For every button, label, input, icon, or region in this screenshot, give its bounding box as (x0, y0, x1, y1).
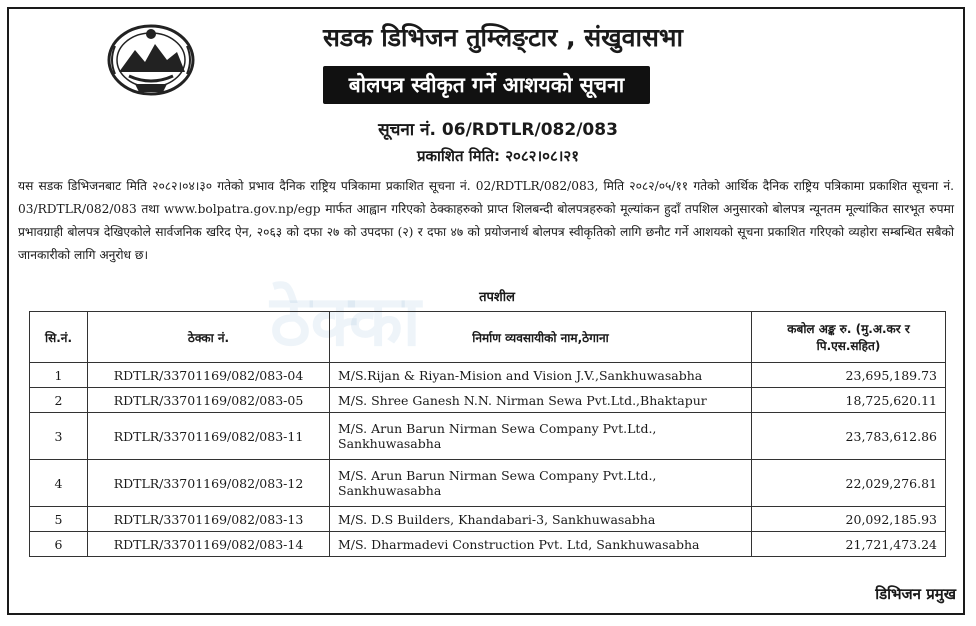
row-contractor: M/S. Shree Ganesh N.N. Nirman Sewa Pvt.Ltd.,Bhaktapur (330, 388, 752, 413)
row-contract-no: RDTLR/33701169/082/083-14 (88, 532, 330, 557)
row-amount: 22,029,276.81 (752, 460, 946, 507)
row-contractor: M/S.Rijan & Riyan-Mision and Vision J.V.,Sankhuwasabha (330, 363, 752, 388)
row-contractor: M/S. Arun Barun Nirman Sewa Company Pvt.Ltd., Sankhuwasabha (330, 460, 752, 507)
row-contractor: M/S. Arun Barun Nirman Sewa Company Pvt.Ltd., Sankhuwasabha (330, 413, 752, 460)
row-sn: 6 (30, 532, 88, 557)
table-row (30, 507, 946, 532)
header-contractor: निर्माण व्यवसायीको नाम,ठेगाना (330, 312, 752, 363)
table-row (30, 460, 946, 507)
row-amount: 20,092,185.93 (752, 507, 946, 532)
row-amount: 23,695,189.73 (752, 363, 946, 388)
schedule-label: तपशील (479, 290, 515, 305)
notice-number: सूचना नं. 06/RDTLR/082/083 (378, 120, 618, 140)
table-row (30, 363, 946, 388)
watermark: ठेक्का (270, 280, 421, 362)
row-amount: 18,725,620.11 (752, 388, 946, 413)
notice-banner: बोलपत्र स्वीकृत गर्ने आशयको सूचना (323, 66, 650, 104)
office-title: सडक डिभिजन तुम्लिङ्टार , संखुवासभा (323, 23, 683, 52)
row-sn: 5 (30, 507, 88, 532)
row-amount: 23,783,612.86 (752, 413, 946, 460)
row-contract-no: RDTLR/33701169/082/083-04 (88, 363, 330, 388)
notice-paragraph: यस सडक डिभिजनबाट मिति २०८२।०४।३० गतेको प्रभाव दैनिक राष्ट्रिय पत्रिकामा प्रकाशित सूचना नं. 02/RDTLR/082/083, मिति २०८२/०५/११ गतेको आर्थिक दैनिक राष्ट्रिय पत्रिकामा प्रकाशित सूचना नं. 03/RDTLR/082/083 तथा www.bolpatra.gov.np/egp मार्फत आह्वान गरिएको ठेक्काहरुको प्राप्त शिलबन्दी बोलपत्रहरुको मूल्यांकन हुदाँ तपशिल अनुसारको बोलपत्र न्यूनतम मूल्यांकित सारभूत रुपमा प्रभावग्राही बोलपत्र देखिएकोले सार्वजनिक खरिद ऐन, २०६३ को दफा २७ को उपदफा (२) र दफा ४७ को प्रयोजनार्थ बोलपत्र स्वीकृतिको लागि छनौट गर्ने आशयको सूचना प्रकाशित गरिएको व्यहोरा सम्बन्धित सबैको जानकारीको लागि अनुरोध छ। (18, 179, 954, 262)
table-header-row (30, 312, 946, 363)
table-row (30, 532, 946, 557)
row-contract-no: RDTLR/33701169/082/083-05 (88, 388, 330, 413)
row-sn: 1 (30, 363, 88, 388)
published-date: प्रकाशित मिति: २०८२।०८।२१ (416, 147, 580, 165)
row-sn: 2 (30, 388, 88, 413)
signature-title: डिभिजन प्रमुख (875, 585, 956, 603)
header-contract-no: ठेक्का नं. (88, 312, 330, 363)
row-amount: 21,721,473.24 (752, 532, 946, 557)
row-sn: 4 (30, 460, 88, 507)
row-contract-no: RDTLR/33701169/082/083-11 (88, 413, 330, 460)
bid-table (29, 311, 946, 557)
table-row (30, 413, 946, 460)
row-contract-no: RDTLR/33701169/082/083-12 (88, 460, 330, 507)
header-amount: कबोल अङ्क रु. (मु.अ.कर र पि.एस.सहित) (752, 312, 946, 363)
row-contract-no: RDTLR/33701169/082/083-13 (88, 507, 330, 532)
row-sn: 3 (30, 413, 88, 460)
header-sn: सि.नं. (30, 312, 88, 363)
table-row (30, 388, 946, 413)
row-contractor: M/S. D.S Builders, Khandabari-3, Sankhuwasabha (330, 507, 752, 532)
row-contractor: M/S. Dharmadevi Construction Pvt. Ltd, Sankhuwasabha (330, 532, 752, 557)
